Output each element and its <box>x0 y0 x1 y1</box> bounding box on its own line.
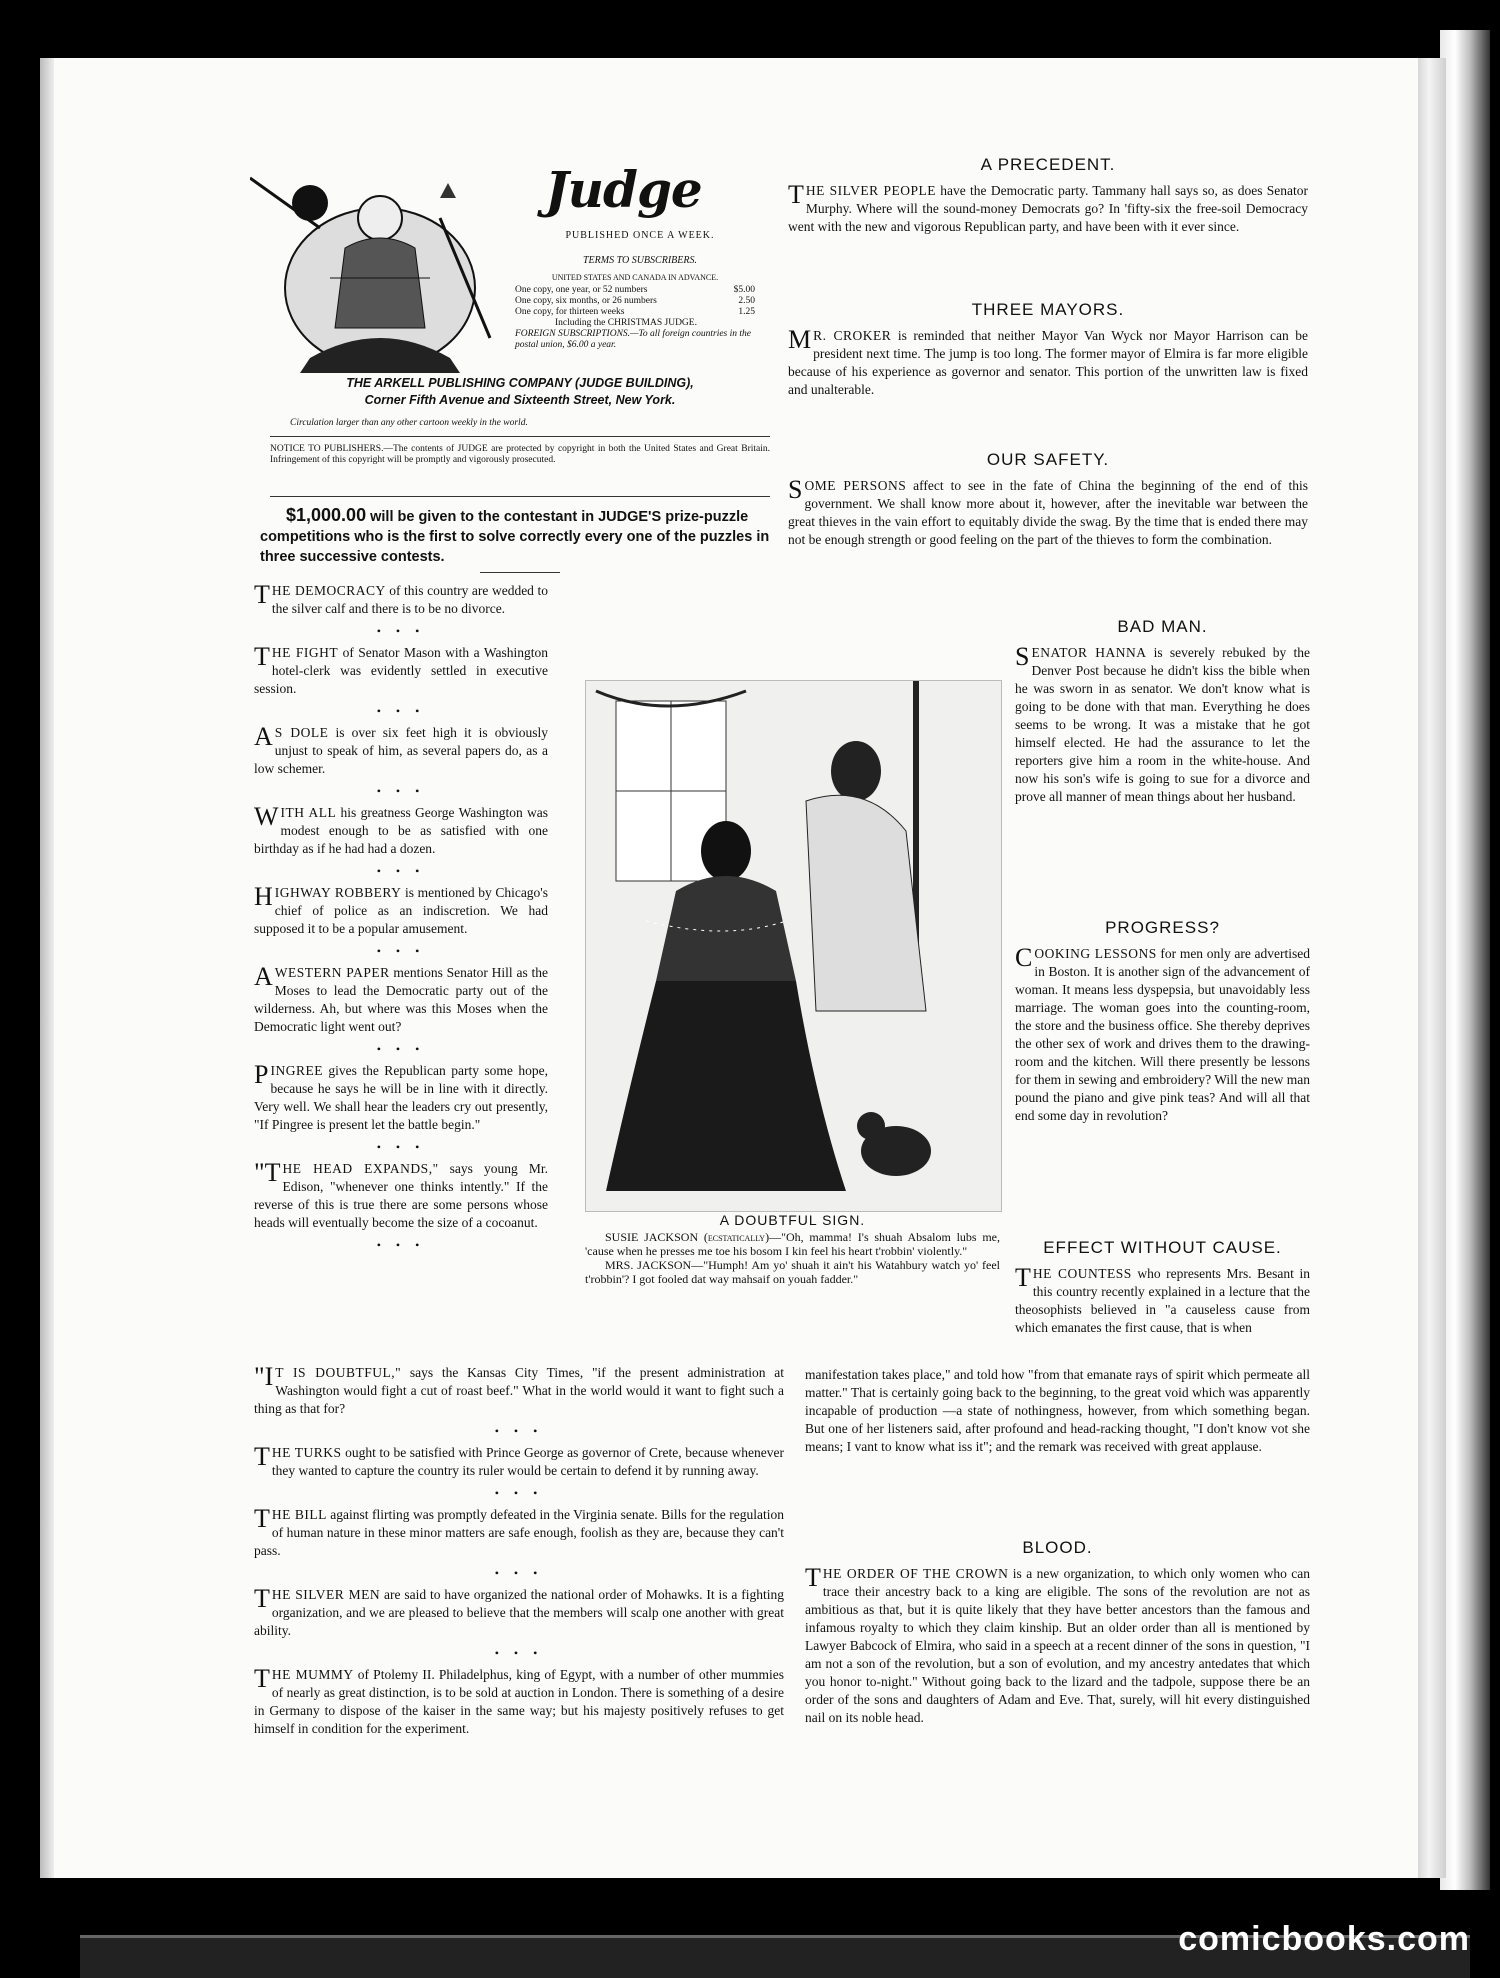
prize-announcement <box>260 505 770 567</box>
article-effect: THE COUNTESS who represents Mrs. Besant in this country recently explained in a lecture that the theosophists believed in "a causeless cause from which emanates the first cause, that is when <box>1015 1263 1310 1335</box>
article-progress: COOKING LESSONS for men only are advertised in Boston. It is another sign of the advancement of woman. It means less dyspepsia, but unavoidably less marriage. The woman goes into the counting-room, the store and the business office. She thereby deprives the other sex of work and drives them to the drawing-room and the kitchen. Will there presently be lessons for them in sewing and embroidery? Will the new man pound the piano and give pink teas? And will all that end some day in revolution? <box>1015 943 1311 1123</box>
prize-rule <box>480 572 560 573</box>
heading-blood: BLOOD. <box>1022 1538 1093 1557</box>
caption-line: MRS. JACKSON—"Humph! Am yo' shuah it ain't his Watahbury watch yo' feel t'robbin'? I got fooled dat way mahsaif on youah fadder." <box>585 1258 1001 1286</box>
prize-text: will be given to the contestant in JUDGE'S prize-puzzle competitions who is the first to solve correctly every one of the puzzles in three successive contests. <box>260 509 770 565</box>
published-line: PUBLISHED ONCE A WEEK. <box>565 230 715 241</box>
news-item: THE DEMOCRACY of this country are wedded to the silver calf and there is to be no divorce. <box>254 580 548 616</box>
heading-precedent: A PRECEDENT. <box>980 155 1116 174</box>
heading-progress: PROGRESS? <box>1105 918 1220 937</box>
cartoon-illustration <box>585 680 1002 1212</box>
foreign-line: FOREIGN SUBSCRIPTIONS.—To all foreign countries in the postal union, $6.00 a year. <box>515 329 751 350</box>
heading-safety: OUR SAFETY. <box>986 450 1110 469</box>
judge-figure-icon <box>250 158 510 378</box>
separator-dots: • • • <box>376 624 426 638</box>
prize-amount: $1,000.00 <box>286 505 367 525</box>
news-item: THE TURKS ought to be satisfied with Prince George as governor of Crete, because whenever they wanted to capture the country its ruler would be certain to defend it by running away. <box>254 1442 784 1478</box>
separator-dots: • • • <box>376 1042 426 1056</box>
news-item: HIGHWAY ROBBERY is mentioned by Chicago's chief of police as an indiscretion. We had supposed it to be a popular amusement. <box>254 882 548 936</box>
news-item: "THE HEAD EXPANDS," says young Mr. Edison, "whenever one thinks intently." If the reverse of this is true there are some persons whose heads will eventually become the size of a cocoanut. <box>254 1158 548 1230</box>
heading-mayors: THREE MAYORS. <box>971 300 1125 319</box>
news-item: A WESTERN PAPER mentions Senator Hill as the Moses to lead the Democratic party out of the wilderness. Ah, but where was this Moses when the Democratic light went out? <box>254 962 548 1034</box>
watermark: comicbooks.com <box>1178 1920 1470 1958</box>
caption-line: SUSIE JACKSON (ecstatically)—"Oh, mamma! I's shuah Absalom lubs me, 'cause when he presses me toe his bosom I kin feel his heart t'robbin' violently." <box>585 1230 1000 1258</box>
publisher-name: THE ARKELL PUBLISHING COMPANY (JUDGE BUILDING), <box>346 376 694 390</box>
separator-dots: • • • <box>376 704 426 718</box>
news-item: "I T IS DOUBTFUL," says the Kansas City Times, "if the present administration at Washington would fight a cut of roast beef." What in the world would it want to fight such a thing as that for? <box>254 1362 784 1416</box>
masthead-rule <box>270 436 770 437</box>
news-item: THE MUMMY of Ptolemy II. Philadelphus, king of Egypt, with a number of other mummies of nearly as great distinction, is to be sold at auction in London. There is something of a desire in Germany to dispose of the kaiser in the same way; but his majesty positively refuses to get himself in condition for the experiment. <box>254 1664 784 1736</box>
masthead-rule <box>270 496 770 497</box>
us-canada-line: UNITED STATES AND CANADA IN ADVANCE. <box>551 273 719 282</box>
heading-bad-man: BAD MAN. <box>1117 617 1208 636</box>
cartoon-caption <box>585 1230 1000 1286</box>
article-blood: THE ORDER OF THE CROWN is a new organization, to which only women who can trace their ancestry back to a king are eligible. The sons of the revolution are not as ambitious as that, but it is quite likely that they have better ancestors than the famous and infamous royalty to which they claim kinship. But an older order than all is mentioned by Lawyer Babcock of Elmira, who said in a speech at a recent dinner of the sons in question, "I am not a son of the revolution, but a son of evolution, and my ancestry antedates that which you honor to-night." Without going back to the lizard and the tadpole, suppose there be an order of the sons and daughters of Adam and Eve. That, surely, will hit every distinguished nail on its noble head. <box>805 1563 1310 1725</box>
cartoon-title: A DOUBTFUL SIGN. <box>719 1212 866 1228</box>
rate-row: One copy, six months, or 26 numbers 2.50 <box>515 296 755 306</box>
notice-to-publishers: NOTICE TO PUBLISHERS.—The contents of JUDGE are protected by copyright in both the United States and Great Britain. Infringement of this copyright will be promptly and vigorously prosecuted. <box>270 444 770 465</box>
heading-effect: EFFECT WITHOUT CAUSE. <box>1043 1238 1282 1257</box>
article-effect-continued: manifestation takes place," and told how "from that emanate rays of spirit which permeate all matter." That is certainly going back to the beginning, to the great void which was apparently incapable of production —a state of nothingness, however, from which something began. But one of her listeners said, after profound and head-racking thought, "I don't know vot she means; I vant to know what iss it"; and the remark was received with great applause. <box>805 1367 1310 1454</box>
separator-dots: • • • <box>376 784 426 798</box>
article-precedent: THE SILVER PEOPLE have the Democratic party. Tammany hall says so, as does Senator Murphy. Where will the sound-money Democrats go? In 'fifty-six the free-soil Democracy went with the new and vigorous Republican party, and have been with it ever since. <box>788 180 1308 234</box>
separator-dots: • • • <box>376 1238 426 1252</box>
terms-heading: TERMS TO SUBSCRIBERS. <box>583 255 697 266</box>
news-item: A S DOLE is over six feet high it is obviously unjust to speak of him, as several papers do, as a low schemer. <box>254 722 548 776</box>
rate-row: One copy, for thirteen weeks 1.25 <box>515 307 755 317</box>
separator-dots: • • • <box>494 1566 544 1580</box>
separator-dots: • • • <box>494 1424 544 1438</box>
separator-dots: • • • <box>376 1140 426 1154</box>
news-item: PINGREE gives the Republican party some hope, because he says he will be in line with it directly. Very well. We shall hear the leaders cry out presently, "If Pingree is present let the battle begin." <box>254 1060 548 1132</box>
rates-list <box>515 285 755 351</box>
page-edge <box>1418 58 1446 1878</box>
circulation-line: Circulation larger than any other cartoon weekly in the world. <box>290 418 528 428</box>
news-item: THE SILVER MEN are said to have organized the national order of Mohawks. It is a fighting organization, and we are pleased to believe that the members will scalp one another with great ability. <box>254 1584 784 1638</box>
publisher-address: Corner Fifth Avenue and Sixteenth Street, New York. <box>364 393 676 407</box>
left-column <box>254 582 548 1258</box>
bottom-left-column <box>254 1364 784 1738</box>
rate-row: One copy, one year, or 52 numbers $5.00 <box>515 285 755 295</box>
separator-dots: • • • <box>376 864 426 878</box>
cartoon-drawing-icon <box>586 681 1001 1211</box>
news-item: THE BILL against flirting was promptly defeated in the Virginia senate. Bills for the regulation of human nature in these minor matters are safe enough, foolish as they are, because they can't pass. <box>254 1504 784 1558</box>
masthead-title: Judge <box>545 160 702 219</box>
separator-dots: • • • <box>494 1646 544 1660</box>
article-safety: SOME PERSONS affect to see in the fate of China the beginning of the end of this government. We shall know more about it, however, after the inevitable war between the great thieves in the vain effort to equitably divide the swag. By the time that is ended there may not be enough strength or good feeling on the part of the thieves to form the combination. <box>788 475 1308 547</box>
scan-edge <box>1440 30 1490 1890</box>
article-bad-man: SENATOR HANNA is severely rebuked by the Denver Post because he didn't kiss the bible when he was sworn in as senator. We don't know what is going to be done with that man. Everything he does seems to be wrong. It was a mistake that he got himself elected. He had the assurance to let the reporters give him a room in the white-house. And now his son's wife is going to sue for a divorce and prove all manner of mean things about her husband. <box>1015 642 1310 804</box>
christmas-line: Including the CHRISTMAS JUDGE. <box>555 318 697 328</box>
news-item: THE FIGHT of Senator Mason with a Washington hotel-clerk was evidently settled in executive session. <box>254 642 549 696</box>
article-mayors: M R. CROKER is reminded that neither Mayor Van Wyck nor Mayor Harrison can be president next time. The jump is too long. The former mayor of Elmira is far more eligible because of his experience as governor and senator. This portion of the unwritten law is fixed and unalterable. <box>788 325 1308 397</box>
masthead-illustration <box>250 158 510 378</box>
separator-dots: • • • <box>494 1486 544 1500</box>
separator-dots: • • • <box>376 944 426 958</box>
page-binding <box>40 58 54 1878</box>
publisher-block <box>280 375 760 409</box>
news-item: WITH ALL his greatness George Washington was modest enough to be as satisfied with one birthday as if he had had a dozen. <box>254 802 548 856</box>
